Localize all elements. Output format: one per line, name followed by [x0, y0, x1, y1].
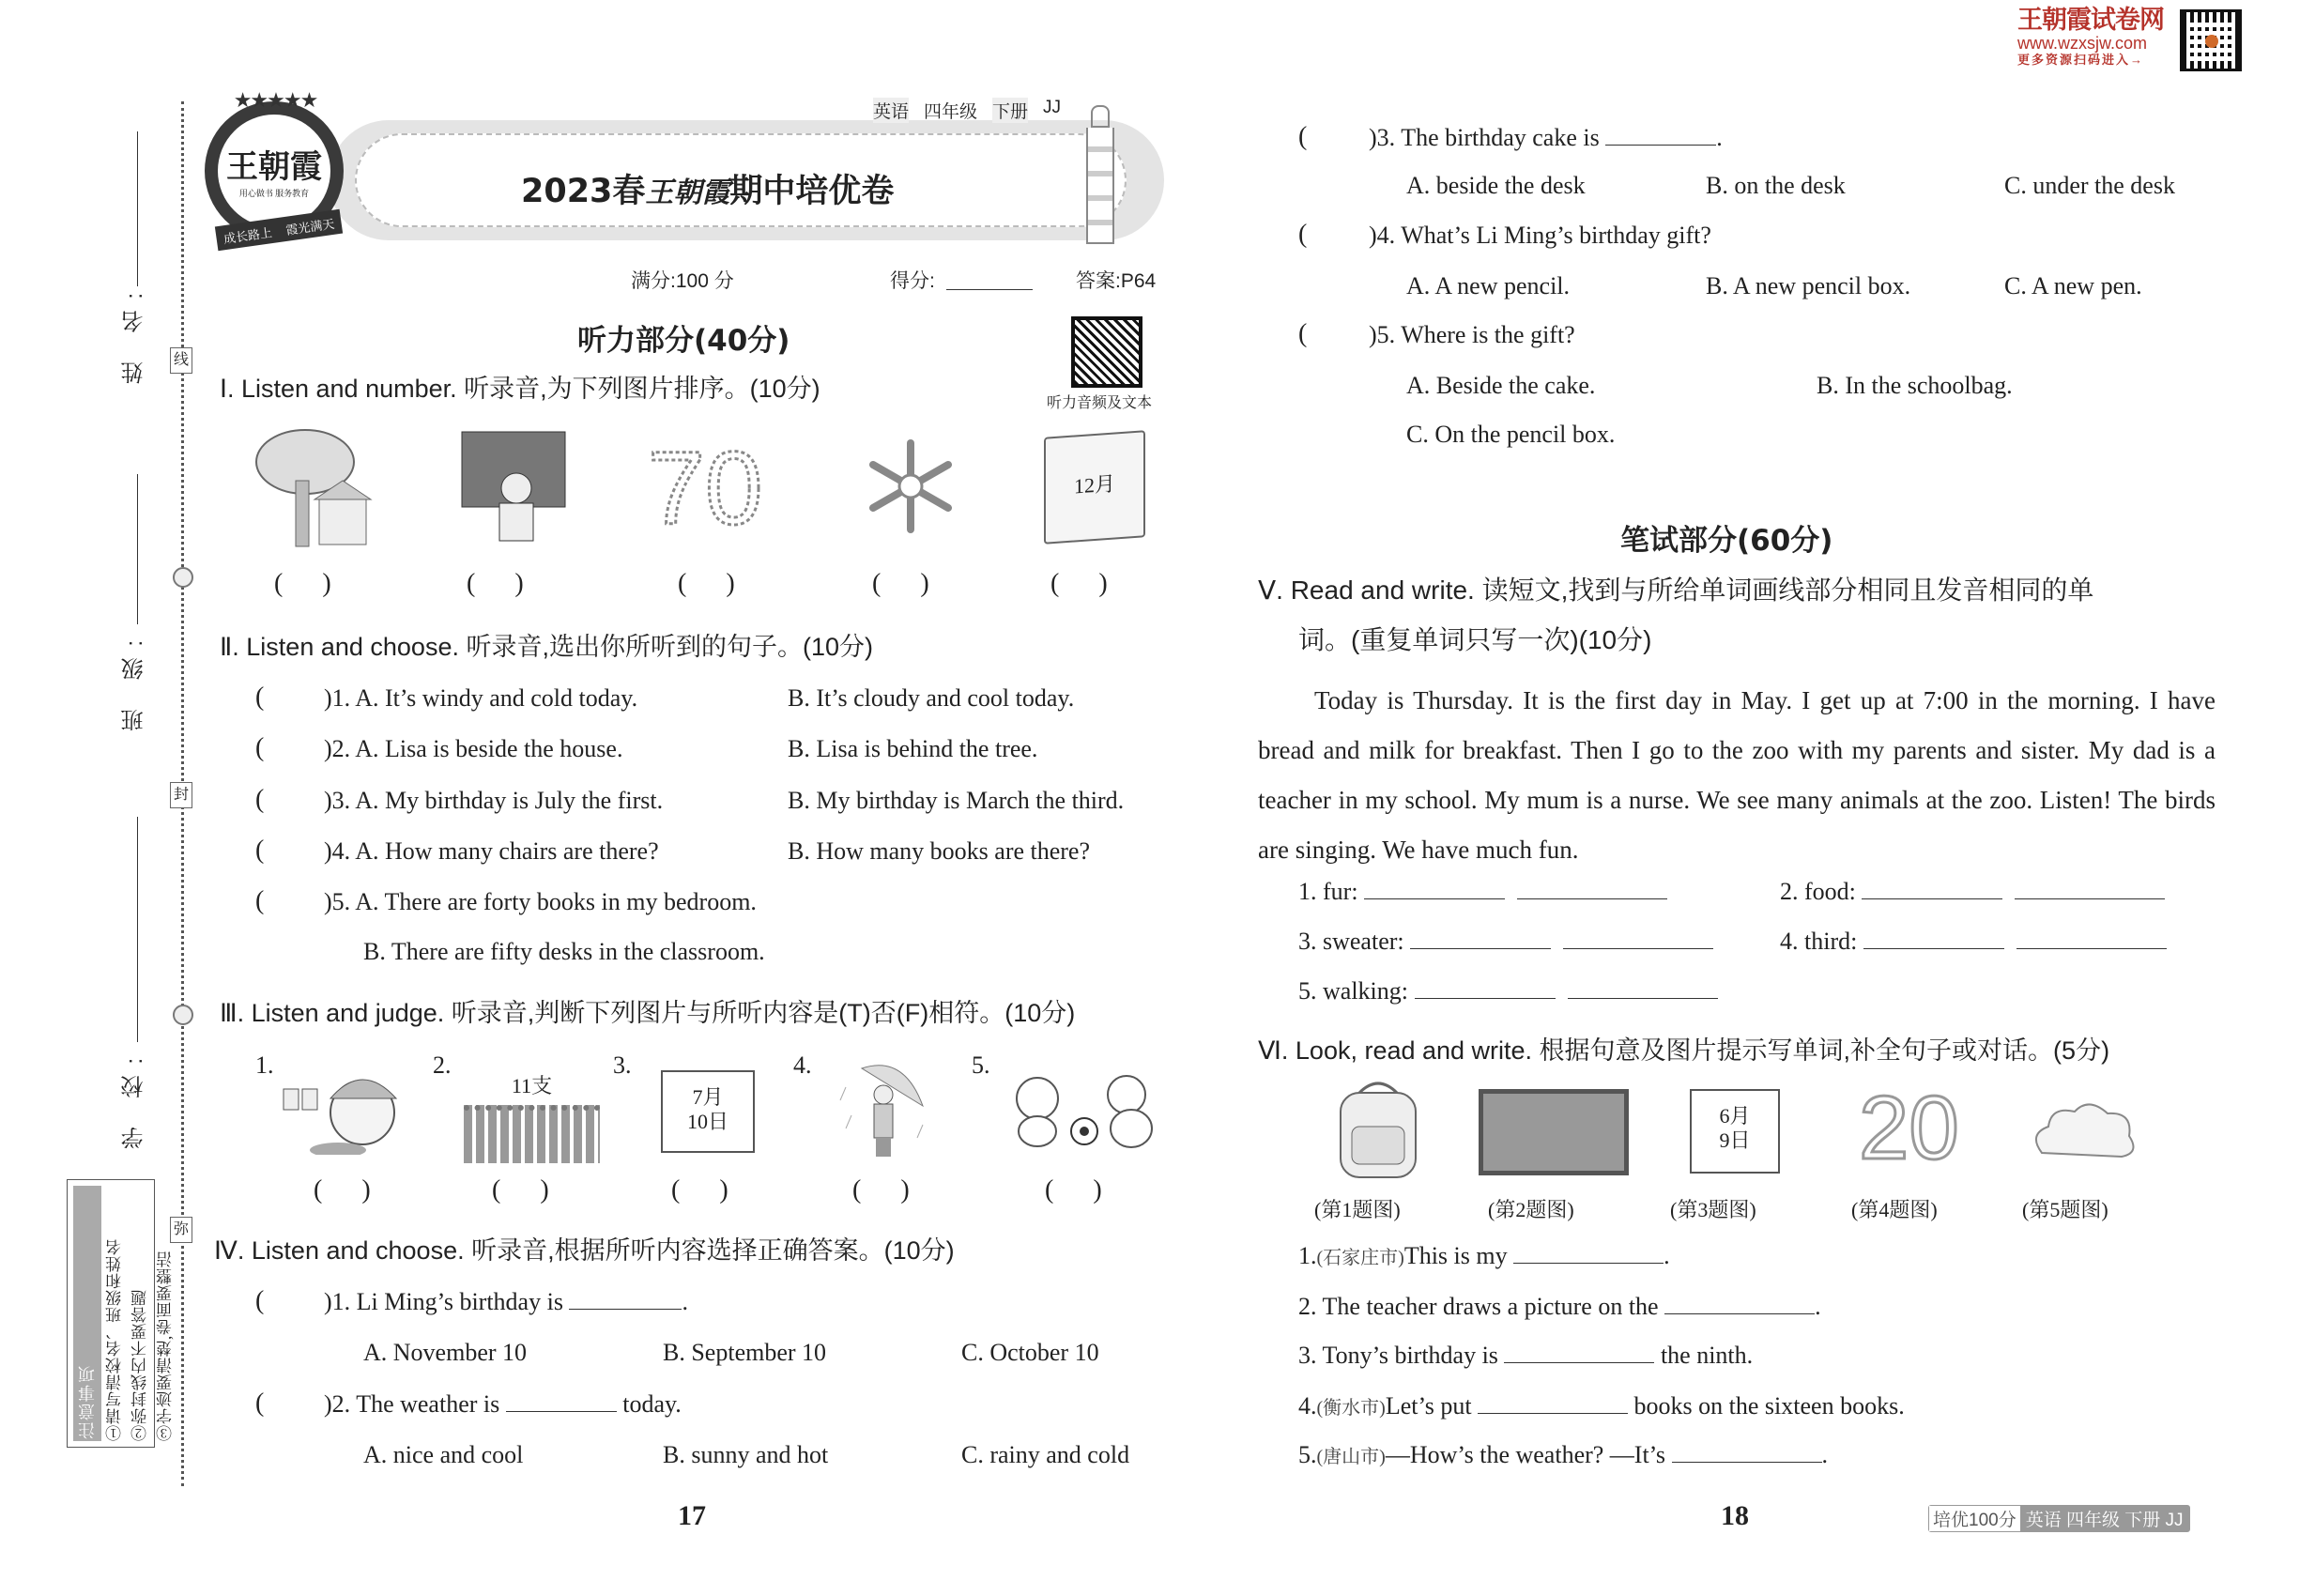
option-b: B. A new pencil box.: [1706, 272, 1911, 299]
picture-caption: (第3题图): [1670, 1198, 1756, 1221]
item-number: 1.: [255, 1051, 274, 1079]
answer-paren[interactable]: ( ): [678, 569, 735, 598]
option-a: A. beside the desk: [1406, 172, 1586, 199]
answer-paren[interactable]: ( ): [274, 569, 331, 598]
answer-blank[interactable]: [1415, 977, 1556, 999]
logo-stars-icon: ★★★★★: [233, 88, 317, 112]
answer-blank[interactable]: [1672, 1441, 1822, 1463]
qr-caption: 听力音频及文本: [1047, 395, 1153, 411]
number-70-picture: [648, 439, 784, 533]
question: )4. What’s Li Ming’s birthday gift?: [1369, 222, 1711, 249]
answer-paren[interactable]: (: [255, 733, 265, 762]
binding-mark-line: 线: [170, 347, 192, 374]
option-b: B. sunny and hot: [663, 1441, 829, 1468]
schoolbag-picture: [1322, 1080, 1434, 1181]
answer-paren[interactable]: ( ): [852, 1175, 910, 1205]
picture-caption: (第4题图): [1851, 1198, 1938, 1221]
option-a: A. November 10: [363, 1339, 528, 1366]
answer-ref: 答案:P64: [1076, 270, 1157, 292]
word-sweater: 3. sweater:: [1298, 928, 1713, 956]
answer-paren[interactable]: ( ): [492, 1175, 549, 1205]
crayons-picture: 11支: [464, 1070, 600, 1163]
answer-blank[interactable]: [1605, 124, 1716, 146]
calendar-picture: 7月 10日: [661, 1070, 755, 1153]
option-a: A. A new pencil.: [1406, 272, 1571, 299]
answer-blank[interactable]: [1664, 1293, 1815, 1314]
fill-sentence: 4.(衡水市)Let’s put books on the sixteen books.: [1298, 1392, 1905, 1420]
option-a: )3. A. My birthday is July the first.: [324, 787, 664, 814]
option-b: B. September 10: [663, 1339, 827, 1366]
cloud-picture: [2028, 1097, 2140, 1167]
section-5-heading: Ⅴ. Read and write. 读短文,找到与所给单词画线部分相同且发音相同的单: [1258, 575, 2094, 605]
option-c: C. under the desk: [2004, 172, 2175, 199]
option-b: B. It’s cloudy and cool today.: [788, 684, 1075, 712]
answer-paren[interactable]: (: [255, 886, 265, 915]
dogs-ball-picture: [1009, 1070, 1169, 1150]
question: )1. Li Ming’s birthday is .: [324, 1288, 688, 1315]
answer-paren[interactable]: ( ): [467, 569, 524, 598]
site-name: 王朝霞试卷网: [2017, 6, 2164, 34]
answer-blank[interactable]: [506, 1390, 617, 1412]
option-a: A. nice and cool: [363, 1441, 524, 1468]
binding-hole-icon: [173, 1005, 193, 1025]
answer-blank[interactable]: [1504, 1342, 1654, 1363]
page-number-right: 18: [1721, 1500, 1749, 1531]
option-a: )1. A. It’s windy and cold today.: [324, 684, 638, 712]
calendar-picture: 6月 9日: [1690, 1089, 1780, 1174]
section-6-heading: Ⅵ. Look, read and write. 根据句意及图片提示写单词,补全句子或对话。(5分): [1258, 1036, 2110, 1065]
answer-paren[interactable]: (: [1298, 319, 1308, 348]
picture-caption: (第1题图): [1314, 1198, 1401, 1221]
picture-caption: (第5题图): [2022, 1198, 2108, 1221]
answer-blank[interactable]: [1862, 878, 2002, 899]
reading-passage: Today is Thursday. It is the first day in May. I get up at 7:00 in the morning. I have bread and milk for breakfast. Then I go to the zoo with my parents and sister. My dad is a teacher in my school. My mum is a nurse. We see many animals at the zoo. Listen! The birds are singing. We have much fun.: [1258, 686, 2216, 864]
fill-sentence: 3. Tony’s birthday is the ninth.: [1298, 1342, 1754, 1369]
answer-blank[interactable]: [1517, 878, 1667, 899]
teacher-blackboard-picture: [460, 430, 568, 543]
series-footer-tag: [1928, 1505, 2190, 1532]
series-tag: 英语 四年级 下册 JJ: [2020, 1506, 2189, 1531]
answer-paren[interactable]: ( ): [872, 569, 929, 598]
tag-volume: 下册: [992, 98, 1028, 123]
option-a: )4. A. How many chairs are there?: [324, 837, 659, 865]
word-walking: 5. walking:: [1298, 977, 1718, 1005]
binding-mark-close: 弥: [170, 1217, 192, 1243]
question: )2. The weather is today.: [324, 1390, 682, 1418]
fill-sentence: 2. The teacher draws a picture on the .: [1298, 1293, 1821, 1320]
option-b: B. In the schoolbag.: [1817, 372, 2013, 399]
answer-paren[interactable]: (: [255, 1389, 265, 1418]
writing-title: 笔试部分(60分): [1620, 524, 1833, 558]
name-field[interactable]: [137, 131, 138, 286]
option-b: B. How many books are there?: [788, 837, 1091, 865]
answer-paren[interactable]: (: [255, 1286, 265, 1315]
answer-blank[interactable]: [1364, 878, 1505, 899]
class-label: 班 级:: [122, 629, 147, 732]
answer-paren[interactable]: ( ): [1045, 1175, 1102, 1205]
calendar-picture: 12月: [1044, 430, 1145, 545]
section-1-heading: Ⅰ. Listen and number. 听录音,为下列图片排序。(10分): [220, 375, 820, 403]
item-number: 2.: [433, 1051, 452, 1079]
fill-sentence: 5.(唐山市)—How’s the weather? —It’s .: [1298, 1441, 1829, 1468]
answer-blank[interactable]: [1863, 928, 2004, 949]
answer-paren[interactable]: (: [1298, 220, 1308, 249]
answer-blank[interactable]: [1410, 928, 1551, 949]
answer-blank[interactable]: [2015, 878, 2165, 899]
option-b: B. My birthday is March the third.: [788, 787, 1125, 814]
option-a: )2. A. Lisa is beside the house.: [324, 735, 623, 762]
question: )5. Where is the gift?: [1369, 321, 1575, 348]
binding-hole-icon: [173, 567, 193, 588]
option-a: A. Beside the cake.: [1406, 372, 1596, 399]
word-fur: 1. fur:: [1298, 878, 1667, 906]
logo-motto: 用心做书 服务教育: [238, 189, 310, 198]
item-number: 5.: [972, 1051, 990, 1079]
answer-blank[interactable]: [1563, 928, 1713, 949]
score-field[interactable]: [946, 289, 1033, 290]
picture-caption: (第2题图): [1488, 1198, 1574, 1221]
answer-paren[interactable]: (: [1298, 122, 1308, 151]
logo-brand: 王朝霞: [226, 148, 322, 186]
svg-text:70: 70: [648, 439, 763, 533]
option-c: C. October 10: [961, 1339, 1099, 1366]
notice-title: 注意事项: [73, 1186, 101, 1441]
option-c: C. A new pen.: [2004, 272, 2142, 299]
school-field[interactable]: [137, 817, 138, 1042]
tree-house-picture: [249, 424, 380, 551]
page-number-left: 17: [678, 1500, 706, 1531]
logo-ribbon-right: 霞光满天: [284, 216, 336, 238]
notice-item: ②弥封线内不要答题: [131, 1289, 149, 1441]
notice-box: [67, 1179, 175, 1448]
option-c: C. On the pencil box.: [1406, 421, 1616, 448]
score-label: 得分:: [890, 270, 935, 292]
audio-qr-code[interactable]: [1071, 316, 1142, 388]
item-number: 3.: [613, 1051, 632, 1079]
binding-mark-seal: 封: [170, 782, 192, 808]
lighthouse-icon: [1086, 105, 1114, 244]
answer-paren[interactable]: ( ): [1050, 569, 1108, 598]
item-number: 4.: [793, 1051, 812, 1079]
snowflake-picture: [862, 437, 960, 536]
blackboard-picture: [1479, 1089, 1629, 1175]
option-b: B. There are fifty desks in the classroom.: [363, 938, 765, 965]
name-label: 姓 名:: [122, 282, 147, 385]
answer-paren[interactable]: ( ): [671, 1175, 728, 1205]
notice-item: ③字迹要清楚,卷面要整洁: [157, 1250, 175, 1441]
site-logo: [2017, 6, 2177, 68]
tag-edition: JJ: [1043, 98, 1062, 117]
tag-grade: 四年级: [924, 102, 978, 122]
series-name: 培优100分: [1929, 1506, 2020, 1531]
boy-umbrella-rain-picture: [838, 1059, 932, 1162]
site-url: www.wzxsjw.com: [2017, 34, 2148, 53]
exam-title: 2023春王朝霞期中培优卷: [521, 173, 895, 210]
section-2-heading: Ⅱ. Listen and choose. 听录音,选出你所听到的句子。(10分): [220, 633, 873, 661]
section-5-heading-cont: 词。(重复单词只写一次)(10分): [1298, 625, 1652, 654]
worker-picture: [282, 1061, 406, 1155]
section-3-heading: Ⅲ. Listen and judge. 听录音,判断下列图片与所听内容是(T)否(F)相符。(10分): [220, 999, 1076, 1027]
notice-item: ①请写清校名、班级和姓名: [106, 1238, 124, 1441]
school-label: 学 校:: [122, 1047, 147, 1150]
class-field[interactable]: [137, 474, 138, 624]
brand-logo: [205, 88, 344, 246]
option-b: B. on the desk: [1706, 172, 1846, 199]
option-b: B. Lisa is behind the tree.: [788, 735, 1038, 762]
number-20-picture: 20: [1859, 1078, 1959, 1178]
word-food: 2. food:: [1780, 878, 2165, 906]
fill-sentence: 1.(石家庄市)This is my .: [1298, 1242, 1670, 1269]
answer-paren[interactable]: (: [255, 836, 265, 865]
site-cta: 更多资源扫码进入→: [2017, 53, 2145, 67]
section-4-heading: Ⅳ. Listen and choose. 听录音,根据所听内容选择正确答案。(10分): [214, 1236, 955, 1265]
answer-blank[interactable]: [569, 1288, 682, 1310]
site-qr-code[interactable]: [2180, 9, 2242, 71]
answer-blank[interactable]: [1478, 1392, 1628, 1414]
logo-ribbon-left: 成长路上: [222, 224, 273, 246]
full-score: 满分:100 分: [631, 270, 734, 292]
question: )3. The birthday cake is .: [1369, 124, 1723, 151]
answer-blank[interactable]: [1568, 977, 1718, 999]
title-brand: 王朝霞: [645, 176, 730, 209]
answer-paren[interactable]: ( ): [314, 1175, 371, 1205]
answer-paren[interactable]: (: [255, 785, 265, 814]
answer-blank[interactable]: [1513, 1242, 1664, 1264]
listening-title: 听力部分(40分): [577, 324, 790, 358]
subject-tags: [873, 98, 1061, 123]
option-c: C. rainy and cold: [961, 1441, 1130, 1468]
option-a: )5. A. There are forty books in my bedroom.: [324, 888, 757, 915]
word-third: 4. third:: [1780, 928, 2167, 956]
tag-subject: 英语: [873, 98, 909, 123]
answer-paren[interactable]: (: [255, 683, 265, 712]
answer-blank[interactable]: [2016, 928, 2167, 949]
